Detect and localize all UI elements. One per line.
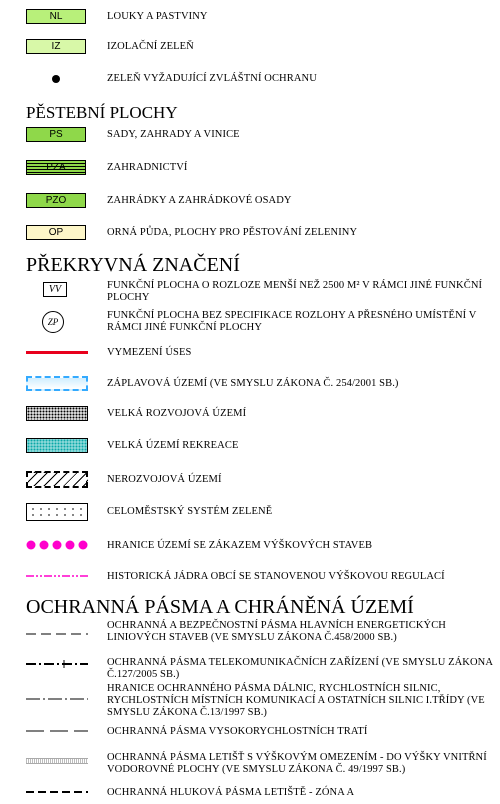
hatched-line-symbol xyxy=(26,758,88,764)
legend-item-zvlastni-ochrana xyxy=(0,71,500,89)
legend-item-dalnice xyxy=(0,683,500,723)
development-area-symbol xyxy=(26,406,88,421)
magenta-dashdot-line-symbol xyxy=(0,569,100,585)
legend-item-zakaz-vyskovych xyxy=(0,538,500,554)
green-system-symbol xyxy=(26,503,88,521)
legend-label: VELKÁ ROZVOJOVÁ ÚZEMÍ xyxy=(107,408,247,419)
legend-label: OCHRANNÁ PÁSMA LETIŠŤ S VÝŠKOVÝM OMEZENÍM - DO VÝŠKY VNITŘNÍ VODOROVNÉ PLOCHY (VE SMYSLU ZÁKONA Č. 49/1997 SB.) xyxy=(107,752,487,775)
legend-symbol-op: OP xyxy=(26,225,86,240)
legend-item-pzo xyxy=(0,192,500,210)
legend-label: OCHRANNÁ HLUKOVÁ PÁSMA LETIŠTĚ - ZÓNA A xyxy=(107,787,355,798)
legend-item-energeticke xyxy=(0,620,500,658)
legend-item-zaplavova xyxy=(0,376,500,394)
legend-label: HISTORICKÁ JÁDRA OBCÍ SE STANOVENOU VÝŠKOVOU REGULACÍ xyxy=(107,571,445,582)
legend-item-hlukova xyxy=(0,786,500,802)
legend-label: CELOMĚSTSKÝ SYSTÉM ZELENĚ xyxy=(107,506,273,517)
legend-symbol-pzo: PZO xyxy=(26,193,86,208)
legend-label: ZAHRÁDKY A ZAHRÁDKOVÉ OSADY xyxy=(107,195,292,206)
legend-item-iz xyxy=(0,38,500,56)
flood-zone-symbol xyxy=(26,376,88,391)
legend-label: IZOLAČNÍ ZELEŇ xyxy=(107,41,194,52)
legend-item-op xyxy=(0,224,500,242)
legend-item-telekomunikacni xyxy=(0,657,500,683)
legend-item-vv xyxy=(0,280,500,306)
legend-label: FUNKČNÍ PLOCHA BEZ SPECIFIKACE ROZLOHY A PŘESNÉHO UMÍSTĚNÍ V RÁMCI JINÉ FUNKČNÍ PLOCHY xyxy=(107,310,477,333)
section-heading-ochranna: OCHRANNÁ PÁSMA A CHRÁNĚNÁ ÚZEMÍ xyxy=(26,596,414,618)
legend-symbol-ps: PS xyxy=(26,127,86,142)
dot-symbol-icon xyxy=(52,75,60,83)
non-development-area-symbol xyxy=(26,471,88,488)
legend-label: VELKÁ ÚZEMÍ REKREACE xyxy=(107,440,239,451)
legend-label: OCHRANNÁ A BEZPEČNOSTNÍ PÁSMA HLAVNÍCH ENERGETICKÝCH LINIOVÝCH STAVEB (VE SMYSLU ZÁKONA Č.458/2000 SB.) xyxy=(107,620,446,643)
thick-dashed-line-symbol xyxy=(0,786,100,802)
legend-item-zp xyxy=(0,309,500,335)
legend-item-ps xyxy=(0,126,500,144)
legend-item-uses xyxy=(0,346,500,362)
dash-dot-line-symbol xyxy=(0,657,100,683)
long-dash-dot-line-symbol xyxy=(0,683,100,723)
section-heading-prekryvna: PŘEKRYVNÁ ZNAČENÍ xyxy=(26,254,240,276)
legend-label: ZELEŇ VYŽADUJÍCÍ ZVLÁŠTNÍ OCHRANU xyxy=(107,73,317,84)
legend-label: NEROZVOJOVÁ ÚZEMÍ xyxy=(107,474,222,485)
legend-item-vysokorychlostni xyxy=(0,724,500,740)
legend-label: VYMEZENÍ ÚSES xyxy=(107,347,192,358)
recreation-area-symbol xyxy=(26,438,88,453)
legend-label: HRANICE ÚZEMÍ SE ZÁKAZEM VÝŠKOVÝCH STAVEB xyxy=(107,540,373,551)
legend-label: ORNÁ PŮDA, PLOCHY PRO PĚSTOVÁNÍ ZELENINY xyxy=(107,227,358,238)
legend-item-celomestsky xyxy=(0,503,500,523)
legend-item-letiste-vyskove xyxy=(0,752,500,778)
legend-item-pza xyxy=(0,159,500,177)
zp-circle-symbol: ZP xyxy=(42,311,64,333)
legend-item-nl xyxy=(0,8,500,26)
legend-symbol-pza: PZA xyxy=(26,160,86,175)
legend-label: OCHRANNÁ PÁSMA VYSOKORYCHLOSTNÍCH TRATÍ xyxy=(107,726,368,737)
red-line-symbol xyxy=(26,351,88,354)
legend-label: FUNKČNÍ PLOCHA O ROZLOZE MENŠÍ NEŽ 2500 M² V RÁMCI JINÉ FUNKČNÍ PLOCHY xyxy=(107,280,483,303)
long-dash-line-symbol xyxy=(0,724,100,740)
legend-label: SADY, ZAHRADY A VINICE xyxy=(107,129,240,140)
legend-label: HRANICE OCHRANNÉHO PÁSMA DÁLNIC, RYCHLOSTNÍCH SILNIC, RYCHLOSTNÍCH MÍSTNÍCH KOMUNIKACÍ A OSTATNÍCH SILNIC I.TŘÍDY (VE SMYSLU ZÁKONA Č.13/1997 SB.) xyxy=(107,683,485,718)
dashed-line-symbol xyxy=(0,620,100,658)
vv-box-symbol: VV xyxy=(43,282,67,297)
legend-label: LOUKY A PASTVINY xyxy=(107,11,208,22)
legend-item-historicka-jadra xyxy=(0,569,500,585)
legend-symbol-nl: NL xyxy=(26,9,86,24)
legend-item-rekreace xyxy=(0,438,500,456)
legend-label: ZÁPLAVOVÁ ÚZEMÍ (VE SMYSLU ZÁKONA Č. 254/2001 SB.) xyxy=(107,378,399,389)
legend-label: OCHRANNÁ PÁSMA TELEKOMUNIKAČNÍCH ZAŘÍZENÍ (VE SMYSLU ZÁKONA Č.127/2005 SB.) xyxy=(107,657,493,680)
legend-symbol-iz: IZ xyxy=(26,39,86,54)
section-heading-pestebni: PĚSTEBNÍ PLOCHY xyxy=(26,103,178,122)
legend-item-nerozvojova xyxy=(0,471,500,491)
legend-label: ZAHRADNICTVÍ xyxy=(107,162,188,173)
magenta-dots-symbol xyxy=(0,538,100,554)
legend-item-rozvojova xyxy=(0,406,500,424)
